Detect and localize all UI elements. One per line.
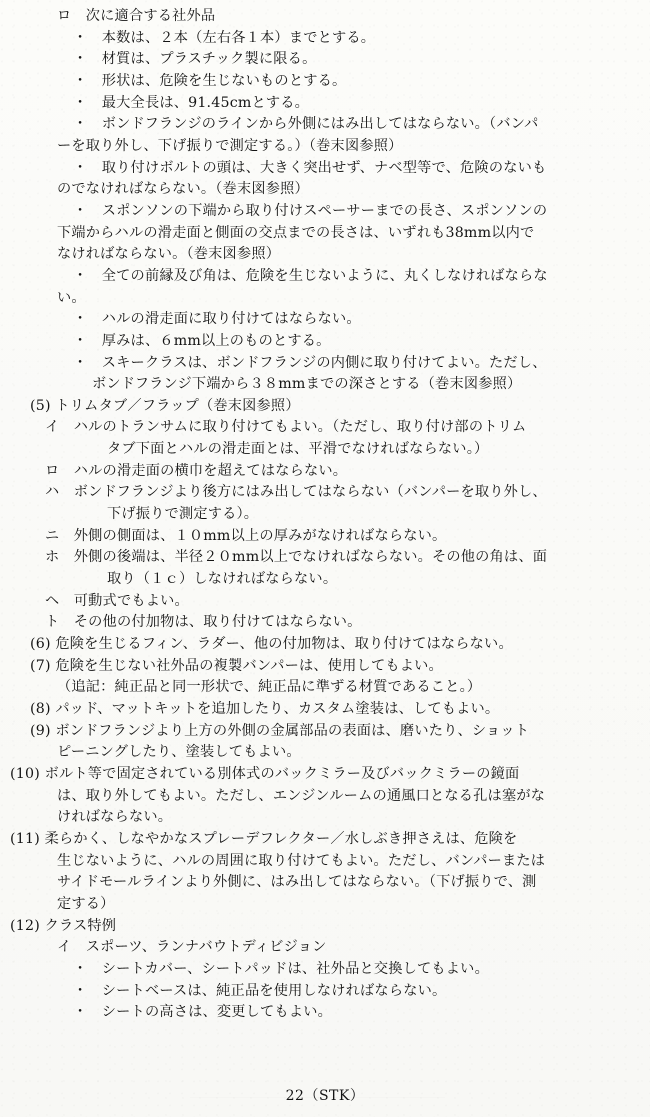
text-line: イ スポーツ、ランナバウトディビジョン xyxy=(57,939,327,956)
text-line: ホ 外側の後端は、半径２０mm以上でなければならない。その他の角は、面 xyxy=(45,549,548,566)
text-line: い。 xyxy=(57,289,86,306)
text-line: (10) ボルト等で固定されている別体式のバックミラー及びバックミラーの鏡面 xyxy=(10,765,520,782)
text-line: (12) クラス特例 xyxy=(10,917,117,934)
text-line: は、取り外してもよい。ただし、エンジンルームの通風口となる孔は塞がな xyxy=(57,787,546,804)
text-line: ト その他の付加物は、取り付けてはならない。 xyxy=(45,614,362,631)
text-line: タブ下面とハルの滑走面とは、平滑でなければならない。） xyxy=(107,441,489,458)
text-line: 取り（１ｃ）しなければならない。 xyxy=(107,571,338,588)
text-line: サイドモールラインより外側に、はみ出してはならない。（下げ振りで、測 xyxy=(57,874,537,891)
text-line: ピーニングしたり、塗装してもよい。 xyxy=(57,744,301,761)
text-line: ・ スポンソンの下端から取り付けスペーサーまでの長さ、スポンソンの xyxy=(73,202,548,219)
text-line: (11) 柔らかく、しなやかなスプレーデフレクター／水しぶき押さえは、危険を xyxy=(10,830,518,847)
text-line: ・ 最大全長は、91.45cmとする。 xyxy=(73,94,310,111)
text-line: ニ 外側の側面は、１０mm以上の厚みがなければならない。 xyxy=(45,527,447,544)
text-line: (5) トリムタブ／フラップ（巻末図参照） xyxy=(30,397,300,414)
text-line: ロ 次に適合する社外品 xyxy=(57,8,216,24)
text-line: ・ シートベースは、純正品を使用しなければならない。 xyxy=(73,982,447,999)
text-line: (9) ボンドフランジより上方の外側の金属部品の表面は、磨いたり、ショット xyxy=(30,722,530,739)
text-line: ・ ハルの滑走面に取り付けてはならない。 xyxy=(73,311,361,328)
text-line: 生じないように、ハルの周囲に取り付けてもよい。ただし、バンパーまたは xyxy=(57,852,546,869)
text-line: ・ 全ての前縁及び角は、危険を生じないように、丸くしなければならな xyxy=(73,267,548,284)
text-line: なければならない。（巻末図参照） xyxy=(57,246,281,263)
text-line: ・ 厚みは、６mm以上のものとする。 xyxy=(73,332,331,349)
document-body xyxy=(10,6,636,1024)
text-line: （追記：純正品と同一形状で、純正品に準ずる材質であること。） xyxy=(57,679,482,696)
text-line: のでなければならない。（巻末図参照） xyxy=(57,181,309,198)
text-line: (6) 危険を生じるフィン、ラダー、他の付加物は、取り付けてはならない。 xyxy=(30,636,513,653)
text-line: (7) 危険を生じない社外品の複製バンパーは、使用してもよい。 xyxy=(30,657,443,674)
text-line: ・ 材質は、プラスチック製に限る。 xyxy=(73,51,317,68)
text-line: 下端からハルの滑走面と側面の交点までの長さは、いずれも38mm以内で xyxy=(57,224,535,241)
text-line: ・ 取り付けボルトの頭は、大きく突出せず、ナベ型等で、危険のないも xyxy=(73,159,547,176)
text-line: ハ ボンドフランジより後方にはみ出してはならない（バンパーを取り外し、 xyxy=(45,484,547,501)
text-line: ・ 本数は、２本（左右各１本）までとする。 xyxy=(73,29,376,46)
text-line: ・ 形状は、危険を生じないものとする。 xyxy=(73,72,347,89)
text-line: ・ スキークラスは、ボンドフランジの内側に取り付けてよい。ただし、 xyxy=(73,354,547,371)
page-number: 22（STK） xyxy=(285,1088,365,1104)
text-line: ボンドフランジ下端から３８mmまでの深さとする（巻末図参照） xyxy=(92,376,522,393)
text-line: ーを取り外し、下げ振りで測定する。）（巻末図参照） xyxy=(57,137,403,154)
text-line: ・ ボンドフランジのラインから外側にはみ出してはならない。（バンパ xyxy=(73,116,539,133)
text-line: 定する） xyxy=(57,895,115,912)
text-line: (8) パッド、マットキットを追加したり、カスタム塗装は、してもよい。 xyxy=(30,701,500,717)
text-line: ・ シートカバー、シートパッドは、社外品と交換してもよい。 xyxy=(73,960,489,977)
text-line: ければならない。 xyxy=(57,809,173,826)
text-line: ・ シートの高さは、変更してもよい。 xyxy=(73,1004,332,1021)
text-line: ロ ハルの滑走面の横巾を超えてはならない。 xyxy=(45,462,348,479)
text-line: ヘ 可動式でもよい。 xyxy=(45,592,189,609)
text-line: イ ハルのトランサムに取り付けてもよい。（ただし、取り付け部のトリム xyxy=(45,419,527,436)
text-line: 下げ振りで測定する）。 xyxy=(107,506,259,523)
